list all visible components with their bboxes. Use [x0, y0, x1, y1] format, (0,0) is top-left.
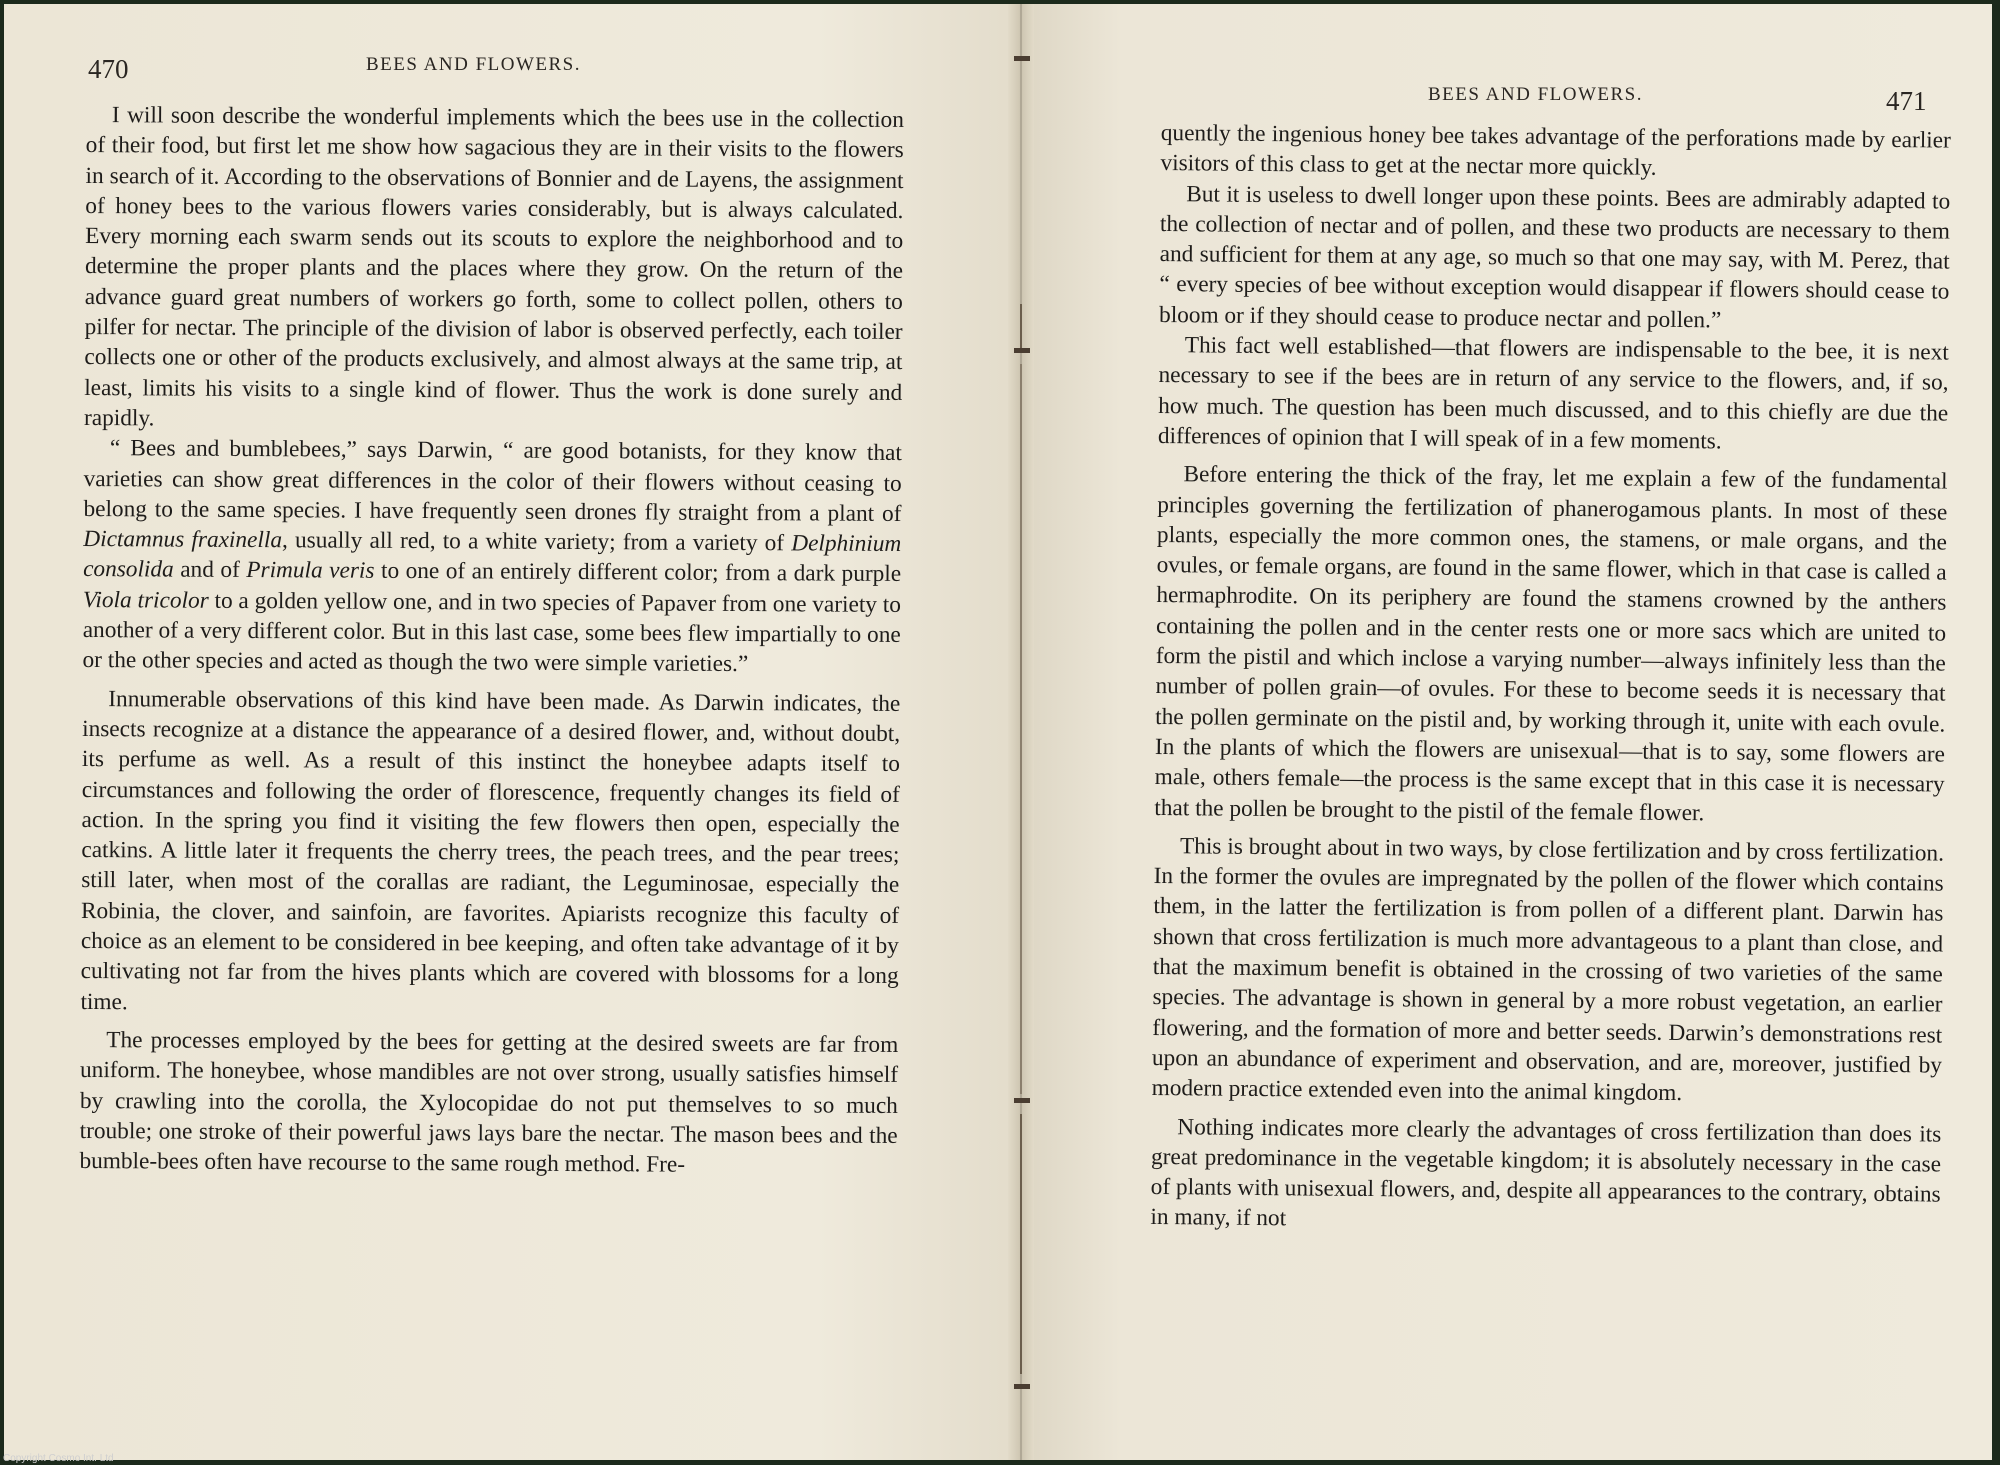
book-spread — [4, 4, 1992, 1460]
paragraph: Nothing indicates more clearly the advantages of cross fertilization than does its great predominance in the vegetable kingdom; it is absolutely necessary in the case of plants with unisexual flowers, and, despite all appearances to the contrary, obtains in many, if not — [1150, 1113, 1942, 1232]
left-page — [4, 4, 1018, 1460]
paragraph: This fact well established—that flowers are indispensable to the bee, it is next necessary to see if the bees are in return of any service to the flowers, and, if so, how much. The question has been much discussed, and to this chiefly are due the differences of opinion that I will speak of in a few moments. — [1157, 332, 1949, 455]
page-number-left: 470 — [88, 54, 129, 84]
running-head-right: BEES AND FLOWERS. — [1428, 84, 1643, 105]
binding-stitch — [1014, 348, 1030, 353]
paragraph: I will soon describe the wonderful implements which the bees use in the collection of their food, but first let me show how sagacious they are in their visits to the flowers in search of it. According to the observations of Bonnier and de Layens, the assignment of honey bees to the various flowers varies considerably, but is always calculated. Every morning each swarm sends out its scouts to explore the neighborhood and to determine the proper plants and the places where they grow. On the return of the advance guard great numbers of workers go forth, some to collect pollen, others to pilfer for nectar. The principle of the division of labor is observed perfectly, each toiler collects one or other of the products exclusively, and almost always at the same trip, at least, limits his visits to a single kind of flower. Thus the work is done surely and rapidly. — [83, 102, 904, 432]
copyright-watermark: Copyright Cosmo Int. Ltd — [3, 1453, 114, 1464]
binding-thread — [1020, 364, 1022, 1094]
binding-thread — [1020, 1114, 1022, 1374]
right-page — [1024, 4, 1992, 1460]
paragraph: Before entering the thick of the fray, let me explain a few of the fundamental principles governing the fertilization of phanerogamous plants. In most of these plants, especially the more common ones, the stamens, or male organs, and the ovules, or female organs, are found in the same flower, which in that case is called a hermaphrodite. On its periphery are found the stamens crowned by the anthers containing the pollen and in the center rests one or more sacs which are united to form the pistil and which inclose a varying number—always infinitely less than the number of pollen grain—of ovules. For these to become seeds it is necessary that the pollen germinate on the pistil and, by working through it, unite with each ovule. In the plants of which the flowers are unisexual—that is to say, some flowers are male, others female—the process is the same except that in this case it is necessary that the pollen be brought to the pistil of the female flower. — [1154, 461, 1948, 826]
binding-stitch — [1014, 1384, 1030, 1389]
page-number-right: 471 — [1886, 86, 1927, 116]
running-head-left: BEES AND FLOWERS. — [366, 54, 581, 75]
binding-stitch — [1014, 56, 1030, 61]
paragraph: This is brought about in two ways, by close fertilization and by cross fertilization. In the former the ovules are impregnated by the pollen of the flower which contains them, in the latter the fertilization is from pollen of a different plant. Darwin has shown that cross fertilization is much more advantageous to a plant than close, and that the maximum benefit is obtained in the crossing of two varieties of the same species. The advantage is shown in general by a more robust vegetation, an earlier flowering, and the formation of more and better seeds. Darwin’s demonstrations rest upon an abundance of experiment and observation, and are, moreover, justified by modern practice extended even into the animal kingdom. — [1151, 833, 1945, 1107]
paragraph: Innumerable observations of this kind have been made. As Darwin indicates, the insects recognize at a distance the appearance of a desired flower, and, without doubt, its perfume as well. As a result of this instinct the honeybee adapts itself to circumstances and following the order of florescence, frequently changes its field of action. In the spring you find it visiting the few flowers then open, especially the catkins. A little later it frequents the cherry trees, the peach trees, and the pear trees; still later, when most of the corallas are radiant, the Leguminosae, especially the Robinia, the clover, and sainfoin, are favorites. Apiarists recognize this faculty of choice as an element to be considered in bee keeping, and often take advantage of it by cultivating not far from the hives plants which are covered with blossoms for a long time. — [80, 685, 901, 1015]
right-page-text — [1150, 118, 1951, 1240]
paragraph: But it is useless to dwell longer upon these points. Bees are admirably adapted to the collection of nectar and of pollen, and these two products are necessary to them and sufficient for them at any age, so much so that one may say, with M. Perez, that “ every species of bee without exception would disappear if flowers should cease to bloom or if they should cease to produce nectar and pollen.” — [1158, 180, 1951, 334]
paragraph: quently the ingenious honey bee takes advantage of the perforations made by earlier visitors of this class to get at the nectar more quickly. — [1160, 119, 1951, 182]
binding-stitch — [1014, 1098, 1030, 1103]
binding-thread — [1020, 304, 1022, 352]
paragraph-darwin-quote: “ Bees and bumblebees,” says Darwin, “ are good botanists, for they know that varieties can show great differences in the color of their flowers without ceasing to belong to the same species. I have frequently seen drones fly straight from a plant of Dictamnus fraxinella, usually all red, to a white variety; from a variety of Delphinium consolida and of Primula veris to one of an entirely different color; from a dark purple Viola tricolor to a golden yellow one, and in two species of Papaver from one variety to another of a very different color. But in this last case, some bees flew impartially to one or the other species and acted as though the two were simple varieties.” — [82, 435, 902, 678]
left-page-text — [79, 100, 904, 1181]
paragraph: The processes employed by the bees for getting at the desired sweets are far from uniform. The honeybee, whose mandibles are not over strong, usually satisfies himself by crawling into the corolla, the Xylocopidae do not put themselves to so much trouble; one stroke of their powerful jaws lays bare the nectar. The mason bees and the bumble-bees often have recourse to the same rough method. Fre- — [79, 1027, 899, 1178]
